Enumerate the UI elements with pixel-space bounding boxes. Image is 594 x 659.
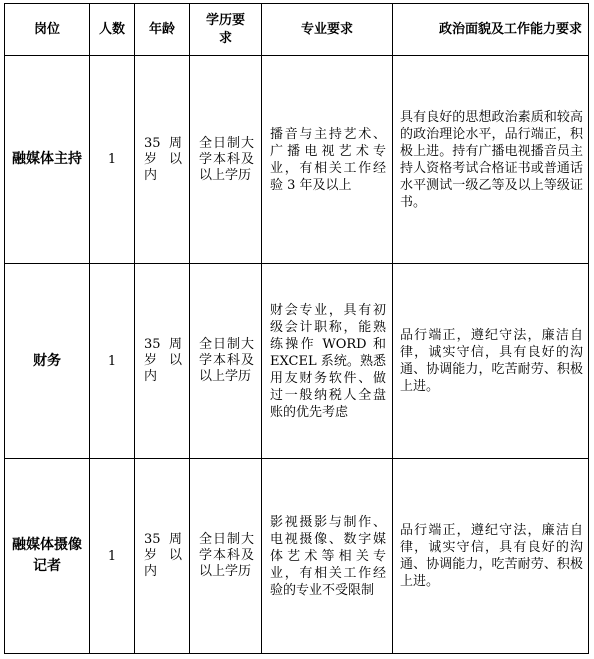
count-cell: 1 bbox=[90, 56, 135, 264]
major-cell: 播音与主持艺术、广播电视艺术专业，有相关工作经验 3 年及以上 bbox=[262, 56, 393, 264]
header-education-text: 学历要求 bbox=[205, 12, 245, 46]
political-cell: 品行端正，遵纪守法，廉洁自律，诚实守信，具有良好的沟通、协调能力，吃苦耐劳、积极上进。 bbox=[393, 459, 589, 654]
education-cell: 全日制大学本科及以上学历 bbox=[190, 459, 262, 654]
table-row bbox=[5, 459, 589, 654]
header-row bbox=[5, 4, 589, 56]
count-cell: 1 bbox=[90, 264, 135, 459]
age-cell: 35 周岁以内 bbox=[135, 459, 190, 654]
education-cell: 全日制大学本科及以上学历 bbox=[190, 264, 262, 459]
major-cell: 影视摄影与制作、电视摄像、数字媒体艺术等相关专业，有相关工作经验的专业不受限制 bbox=[262, 459, 393, 654]
age-cell: 35 周岁以内 bbox=[135, 56, 190, 264]
political-cell: 具有良好的思想政治素质和较高的政治理论水平，品行端正，积极上进。持有广播电视播音员主持人资格考试合格证书或普通话水平测试一级乙等及以上等级证书。 bbox=[393, 56, 589, 264]
header-age: 年龄 bbox=[135, 4, 190, 56]
age-cell: 35 周岁以内 bbox=[135, 264, 190, 459]
header-count: 人数 bbox=[90, 4, 135, 56]
post-cell: 融媒体摄像记者 bbox=[5, 459, 90, 654]
table-row bbox=[5, 56, 589, 264]
education-cell: 全日制大学本科及以上学历 bbox=[190, 56, 262, 264]
major-cell: 财会专业，具有初级会计职称，能熟练操作 WORD 和 EXCEL 系统。熟悉用友财务软件、做过一般纳税人全盘账的优先考虑 bbox=[262, 264, 393, 459]
header-post: 岗位 bbox=[5, 4, 90, 56]
political-cell: 品行端正，遵纪守法，廉洁自律，诚实守信，具有良好的沟通、协调能力，吃苦耐劳、积极上进。 bbox=[393, 264, 589, 459]
post-cell: 融媒体主持 bbox=[5, 56, 90, 264]
header-major: 专业要求 bbox=[262, 4, 393, 56]
header-education bbox=[190, 4, 262, 56]
post-cell: 财务 bbox=[5, 264, 90, 459]
header-political: 政治面貌及工作能力要求 bbox=[393, 4, 589, 56]
table-row bbox=[5, 264, 589, 459]
recruitment-table bbox=[4, 3, 589, 654]
count-cell: 1 bbox=[90, 459, 135, 654]
